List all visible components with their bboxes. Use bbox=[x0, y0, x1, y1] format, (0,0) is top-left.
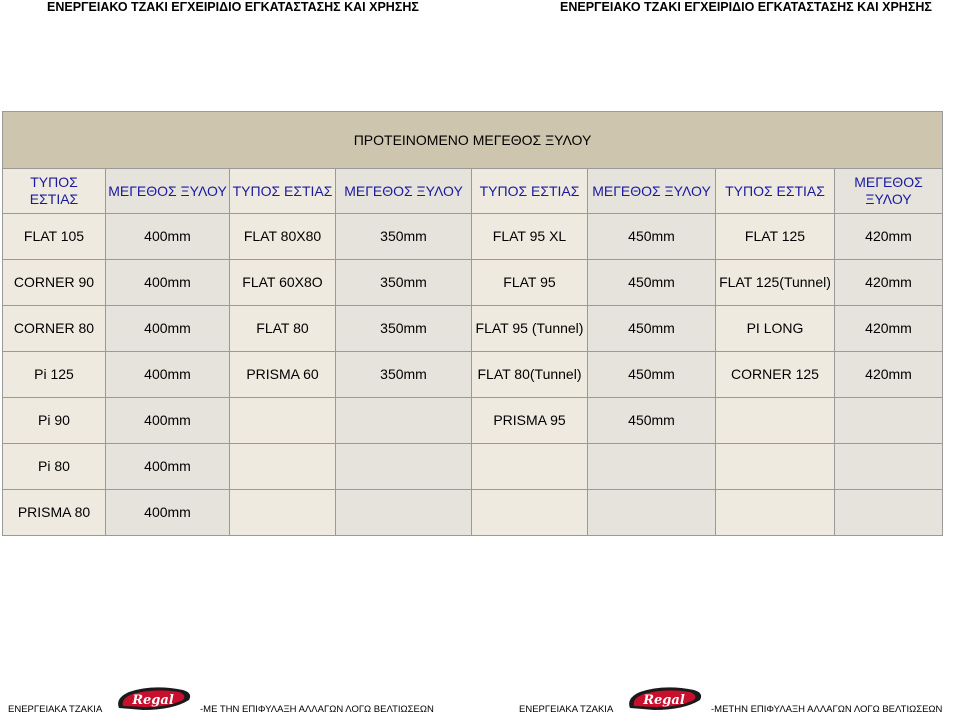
table-row bbox=[3, 214, 943, 260]
regal-logo-right bbox=[624, 686, 706, 712]
table-cell: CORNER 125 bbox=[716, 352, 835, 398]
col-header: ΤΥΠΟΣ ΕΣΤΙΑΣ bbox=[716, 169, 835, 214]
table-cell: FLAT 95 XL bbox=[472, 214, 588, 260]
table-cell bbox=[472, 490, 588, 536]
table-cell: FLAT 95 (Tunnel) bbox=[472, 306, 588, 352]
table-row bbox=[3, 260, 943, 306]
table-cell: 420mm bbox=[835, 214, 943, 260]
table-row bbox=[3, 398, 943, 444]
table-cell: 350mm bbox=[336, 352, 472, 398]
table-cell: 350mm bbox=[336, 306, 472, 352]
table-cell: 450mm bbox=[588, 352, 716, 398]
table-cell bbox=[230, 444, 336, 490]
table-cell: FLAT 80(Tunnel) bbox=[472, 352, 588, 398]
table-cell: 400mm bbox=[106, 306, 230, 352]
table-cell bbox=[716, 490, 835, 536]
col-header: ΤΥΠΟΣ ΕΣΤΙΑΣ bbox=[472, 169, 588, 214]
table-cell: Pi 90 bbox=[3, 398, 106, 444]
table-cell: PRISMA 60 bbox=[230, 352, 336, 398]
table-cell: 450mm bbox=[588, 306, 716, 352]
table-cell: 400mm bbox=[106, 490, 230, 536]
table-cell bbox=[835, 444, 943, 490]
table-cell: FLAT 95 bbox=[472, 260, 588, 306]
svg-text:Regal: Regal bbox=[643, 693, 685, 708]
table-cell: CORNER 90 bbox=[3, 260, 106, 306]
header-row bbox=[3, 169, 943, 214]
table-cell bbox=[835, 398, 943, 444]
table-cell: 450mm bbox=[588, 214, 716, 260]
table-cell bbox=[230, 490, 336, 536]
col-header: ΜΕΓΕΘΟΣ ΞΥΛΟΥ bbox=[588, 169, 716, 214]
table-cell: 450mm bbox=[588, 260, 716, 306]
table-cell: 420mm bbox=[835, 306, 943, 352]
table-row bbox=[3, 306, 943, 352]
table-cell: 400mm bbox=[106, 444, 230, 490]
table-row bbox=[3, 352, 943, 398]
table-cell bbox=[336, 398, 472, 444]
col-header: ΜΕΓΕΘΟΣ ΞΥΛΟΥ bbox=[106, 169, 230, 214]
table-title: ΠΡΟΤΕΙΝΟΜΕΝΟ ΜΕΓΕΘΟΣ ΞΥΛΟΥ bbox=[3, 112, 943, 169]
table-cell: 350mm bbox=[336, 260, 472, 306]
table-cell: FLAT 105 bbox=[3, 214, 106, 260]
table-row bbox=[3, 490, 943, 536]
table-cell bbox=[716, 444, 835, 490]
table-cell bbox=[716, 398, 835, 444]
table-cell bbox=[588, 490, 716, 536]
table-cell: CORNER 80 bbox=[3, 306, 106, 352]
table-cell: Pi 125 bbox=[3, 352, 106, 398]
table-cell: FLAT 60X8O bbox=[230, 260, 336, 306]
table-row bbox=[3, 444, 943, 490]
table-cell: PI LONG bbox=[716, 306, 835, 352]
table-cell bbox=[835, 490, 943, 536]
col-header: ΤΥΠΟΣ ΕΣΤΙΑΣ bbox=[230, 169, 336, 214]
table-cell: 420mm bbox=[835, 352, 943, 398]
table-cell bbox=[588, 444, 716, 490]
table-cell: Pi 80 bbox=[3, 444, 106, 490]
page-footer bbox=[0, 686, 960, 713]
table-cell bbox=[336, 490, 472, 536]
table-cell: 400mm bbox=[106, 398, 230, 444]
table-cell: FLAT 80 bbox=[230, 306, 336, 352]
col-header: ΤΥΠΟΣ ΕΣΤΙΑΣ bbox=[3, 169, 106, 214]
table-cell: 450mm bbox=[588, 398, 716, 444]
svg-text:Regal: Regal bbox=[132, 693, 174, 708]
table-cell bbox=[336, 444, 472, 490]
table-cell: 350mm bbox=[336, 214, 472, 260]
table-cell bbox=[472, 444, 588, 490]
table-cell: FLAT 80X80 bbox=[230, 214, 336, 260]
table-cell: 400mm bbox=[106, 352, 230, 398]
table-cell: 400mm bbox=[106, 260, 230, 306]
col-header: ΜΕΓΕΘΟΣ ΞΥΛΟΥ bbox=[835, 169, 943, 214]
header-right-title: ΕΝΕΡΓΕΙΑΚΟ ΤΖΑΚΙ ΕΓΧΕΙΡΙΔΙΟ ΕΓΚΑΤΑΣΤΑΣΗΣ ΚΑΙ ΧΡΗΣΗΣ bbox=[560, 0, 932, 14]
footer-right-brand: ΕΝΕΡΓΕΙΑΚΑ ΤΖΑΚΙΑ bbox=[519, 704, 614, 715]
footer-right-note: -ΜΕΤΗΝ ΕΠΙΦΥΛΑΞΗ ΑΛΛΑΓΩΝ ΛΟΓΩ ΒΕΛΤΙΩΣΕΩΝ bbox=[711, 704, 943, 715]
table-cell: PRISMA 95 bbox=[472, 398, 588, 444]
table-cell: 420mm bbox=[835, 260, 943, 306]
footer-left-brand: ΕΝΕΡΓΕΙΑΚΑ ΤΖΑΚΙΑ bbox=[8, 704, 103, 715]
page-header bbox=[0, 0, 960, 16]
table-cell: 400mm bbox=[106, 214, 230, 260]
header-left-title: ΕΝΕΡΓΕΙΑΚΟ ΤΖΑΚΙ ΕΓΧΕΙΡΙΔΙΟ ΕΓΚΑΤΑΣΤΑΣΗΣ ΚΑΙ ΧΡΗΣΗΣ bbox=[47, 0, 419, 14]
regal-logo-left bbox=[113, 686, 195, 712]
wood-size-table bbox=[2, 111, 943, 536]
table-cell: PRISMA 80 bbox=[3, 490, 106, 536]
col-header: ΜΕΓΕΘΟΣ ΞΥΛΟΥ bbox=[336, 169, 472, 214]
footer-left-note: -ΜΕ ΤΗΝ ΕΠΙΦΥΛΑΞΗ ΑΛΛΑΓΩΝ ΛΟΓΩ ΒΕΛΤΙΩΣΕΩΝ bbox=[200, 704, 434, 715]
table-cell: FLAT 125 bbox=[716, 214, 835, 260]
table-cell: FLAT 125(Tunnel) bbox=[716, 260, 835, 306]
table-cell bbox=[230, 398, 336, 444]
